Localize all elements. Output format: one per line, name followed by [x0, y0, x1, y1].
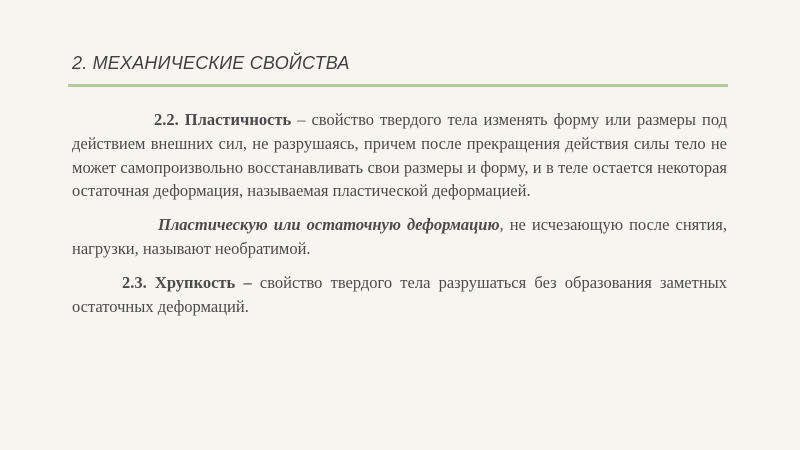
paragraph-brittleness: [72, 271, 727, 319]
paragraph-irreversible-deformation: [72, 213, 727, 261]
term-brittleness: 2.3. Хрупкость –: [122, 272, 252, 292]
slide-body: [72, 108, 727, 318]
slide-title: 2. МЕХАНИЧЕСКИЕ СВОЙСТВА: [72, 53, 350, 73]
definition-brittleness: свойство твердого тела разрушаться без образования заметных остаточных деформаций.: [72, 272, 728, 316]
definition-irreversible-deformation: , не исчезающую после снятия, нагрузки, называют необратимой.: [72, 215, 727, 258]
paragraph-plasticity: [72, 108, 727, 203]
term-irreversible-deformation: Пластическую или остаточную деформацию: [158, 215, 500, 235]
definition-plasticity: – свойство твердого тела изменять форму или размеры под действием внешних сил, не разрушаясь, причем после прекращения действия силы тело не может самопроизвольно восстанавливать свои размеры и форму, и в теле остается некоторая остаточная деформация, называемая пластической деформацией.: [72, 110, 727, 201]
title-underline: [68, 84, 728, 87]
term-plasticity: 2.2. Пластичность: [154, 110, 292, 129]
